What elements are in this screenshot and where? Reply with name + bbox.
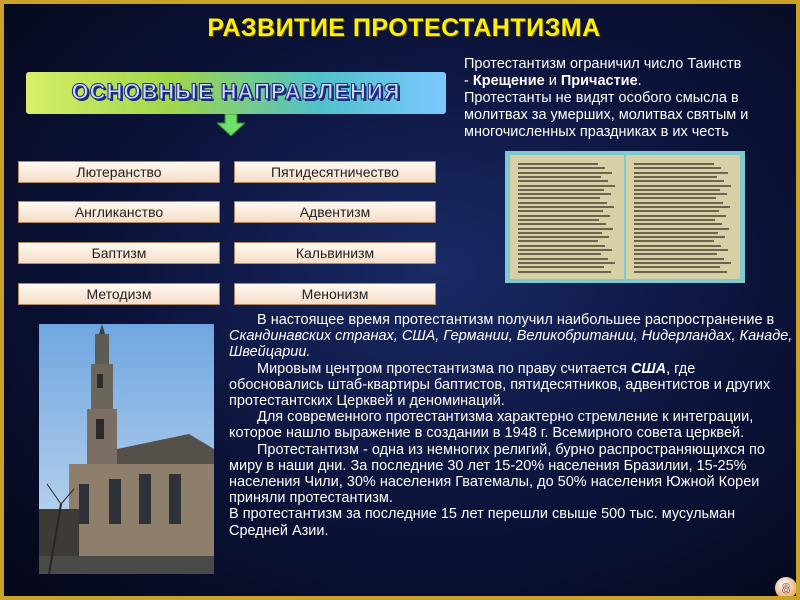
center-text-b: , где обосновались штаб-квартиры баптистов, пятидесятников, адвентистов и других протестантских Церквей и деноминаций. — [229, 360, 771, 410]
book-text-line — [518, 167, 605, 169]
book-text-line — [634, 249, 728, 251]
paragraph-spread — [229, 312, 794, 361]
book-text-line — [518, 240, 598, 242]
book-text-line — [518, 215, 610, 217]
book-text-line — [518, 266, 604, 268]
book-text-line — [634, 185, 731, 187]
book-text-line — [518, 172, 612, 174]
book-text-line — [518, 219, 599, 221]
book-text-line — [518, 163, 598, 165]
book-text-line — [634, 228, 729, 230]
book-right-page — [626, 155, 740, 279]
book-text-line — [518, 202, 607, 204]
book-text-line — [518, 245, 605, 247]
book-text-line — [634, 215, 726, 217]
info-period: . — [637, 73, 642, 89]
paragraph-center — [229, 361, 794, 410]
book-text-line — [518, 232, 602, 234]
book-text-line — [634, 240, 714, 242]
paragraph-conversions: В протестантизм за последние 15 лет перешли свыше 500 тыс. мусульман Средней Азии. — [229, 506, 736, 539]
book-text-line — [518, 185, 615, 187]
book-text-line — [634, 172, 728, 174]
book-text-line — [634, 167, 721, 169]
page-title: РАЗВИТИЕ ПРОТЕСТАНТИЗМА — [207, 14, 601, 42]
book-text-line — [634, 176, 717, 178]
book-left-page — [510, 155, 624, 279]
page-number: 8 — [775, 577, 797, 599]
book-text-line — [518, 210, 603, 212]
book-text-line — [634, 180, 724, 182]
sacrament-communion: Причастие — [560, 73, 638, 89]
arrow-down-icon — [217, 114, 245, 136]
book-image — [505, 151, 745, 283]
book-text-line — [634, 271, 727, 273]
book-text-line — [518, 236, 609, 238]
info-line-3: Протестанты не видят особого смысла в молитвах за умерших, молитвах святым и многочисленных праздниках в их честь — [464, 90, 749, 140]
direction-anglicanism: Англиканство — [18, 201, 220, 223]
book-text-line — [518, 189, 604, 191]
book-text-line — [634, 163, 714, 165]
book-text-line — [634, 258, 724, 260]
book-text-line — [518, 193, 611, 195]
direction-methodism: Методизм — [18, 283, 220, 305]
direction-baptism: Баптизм — [18, 242, 220, 264]
church-photo — [39, 324, 214, 574]
book-text-line — [634, 253, 717, 255]
paragraph-integration: Для современного протестантизма характерно стремление к интеграции, которое нашло выражение в создании в 1948 г. Всемирного совета церквей. — [229, 409, 754, 442]
info-and: и — [544, 73, 561, 89]
book-text-line — [518, 223, 606, 225]
book-text-line — [518, 258, 608, 260]
book-text-line — [518, 176, 601, 178]
direction-calvinism: Кальвинизм — [234, 242, 436, 264]
book-text-line — [634, 219, 715, 221]
sacraments-info — [464, 56, 794, 141]
directions-banner — [26, 72, 446, 114]
paragraph-growth: Протестантизм - одна из немногих религий, бурно распространяющихся по миру в наши дни. За последние 30 лет 15-20% населения Бразилии, 15-25% населения Чили, 30% населения Гватемалы, до 50% населения Южной Кореи приняли протестантизм. — [229, 441, 765, 507]
direction-adventism: Адвентизм — [234, 201, 436, 223]
info-dash: - — [464, 73, 473, 89]
book-text-line — [634, 245, 721, 247]
book-text-line — [518, 249, 612, 251]
direction-mennonism: Менонизм — [234, 283, 436, 305]
info-line-1: Протестантизм ограничил число Таинств — [464, 56, 742, 72]
book-text-line — [634, 266, 720, 268]
direction-lutheranism: Лютеранство — [18, 161, 220, 183]
book-text-line — [634, 193, 727, 195]
directions-banner-label: ОСНОВНЫЕ НАПРАВЛЕНИЯ — [71, 79, 401, 104]
spread-countries: Скандинавских странах, США, Германии, Великобритании, Нидерландах, Канаде, Швейцарии. — [229, 328, 793, 361]
sacrament-baptism: Крещение — [472, 73, 545, 89]
book-text-line — [518, 197, 600, 199]
book-text-line — [518, 228, 613, 230]
main-text — [229, 312, 794, 539]
book-text-line — [518, 253, 601, 255]
center-text-a: Мировым центром протестантизма по праву считается — [257, 360, 631, 377]
book-text-line — [634, 206, 730, 208]
center-country: США — [630, 360, 667, 377]
book-text-line — [634, 202, 723, 204]
book-text-line — [518, 262, 615, 264]
book-text-line — [518, 271, 611, 273]
book-text-line — [518, 206, 614, 208]
book-text-line — [634, 189, 720, 191]
book-text-line — [634, 232, 718, 234]
book-text-line — [634, 262, 731, 264]
book-text-line — [518, 180, 608, 182]
direction-pentecostalism: Пятидесятничество — [234, 161, 436, 183]
book-text-line — [634, 210, 719, 212]
spread-text: В настоящее время протестантизм получил наибольшее распространение в — [257, 312, 775, 328]
book-text-line — [634, 223, 722, 225]
book-text-line — [634, 197, 716, 199]
book-text-line — [634, 236, 725, 238]
